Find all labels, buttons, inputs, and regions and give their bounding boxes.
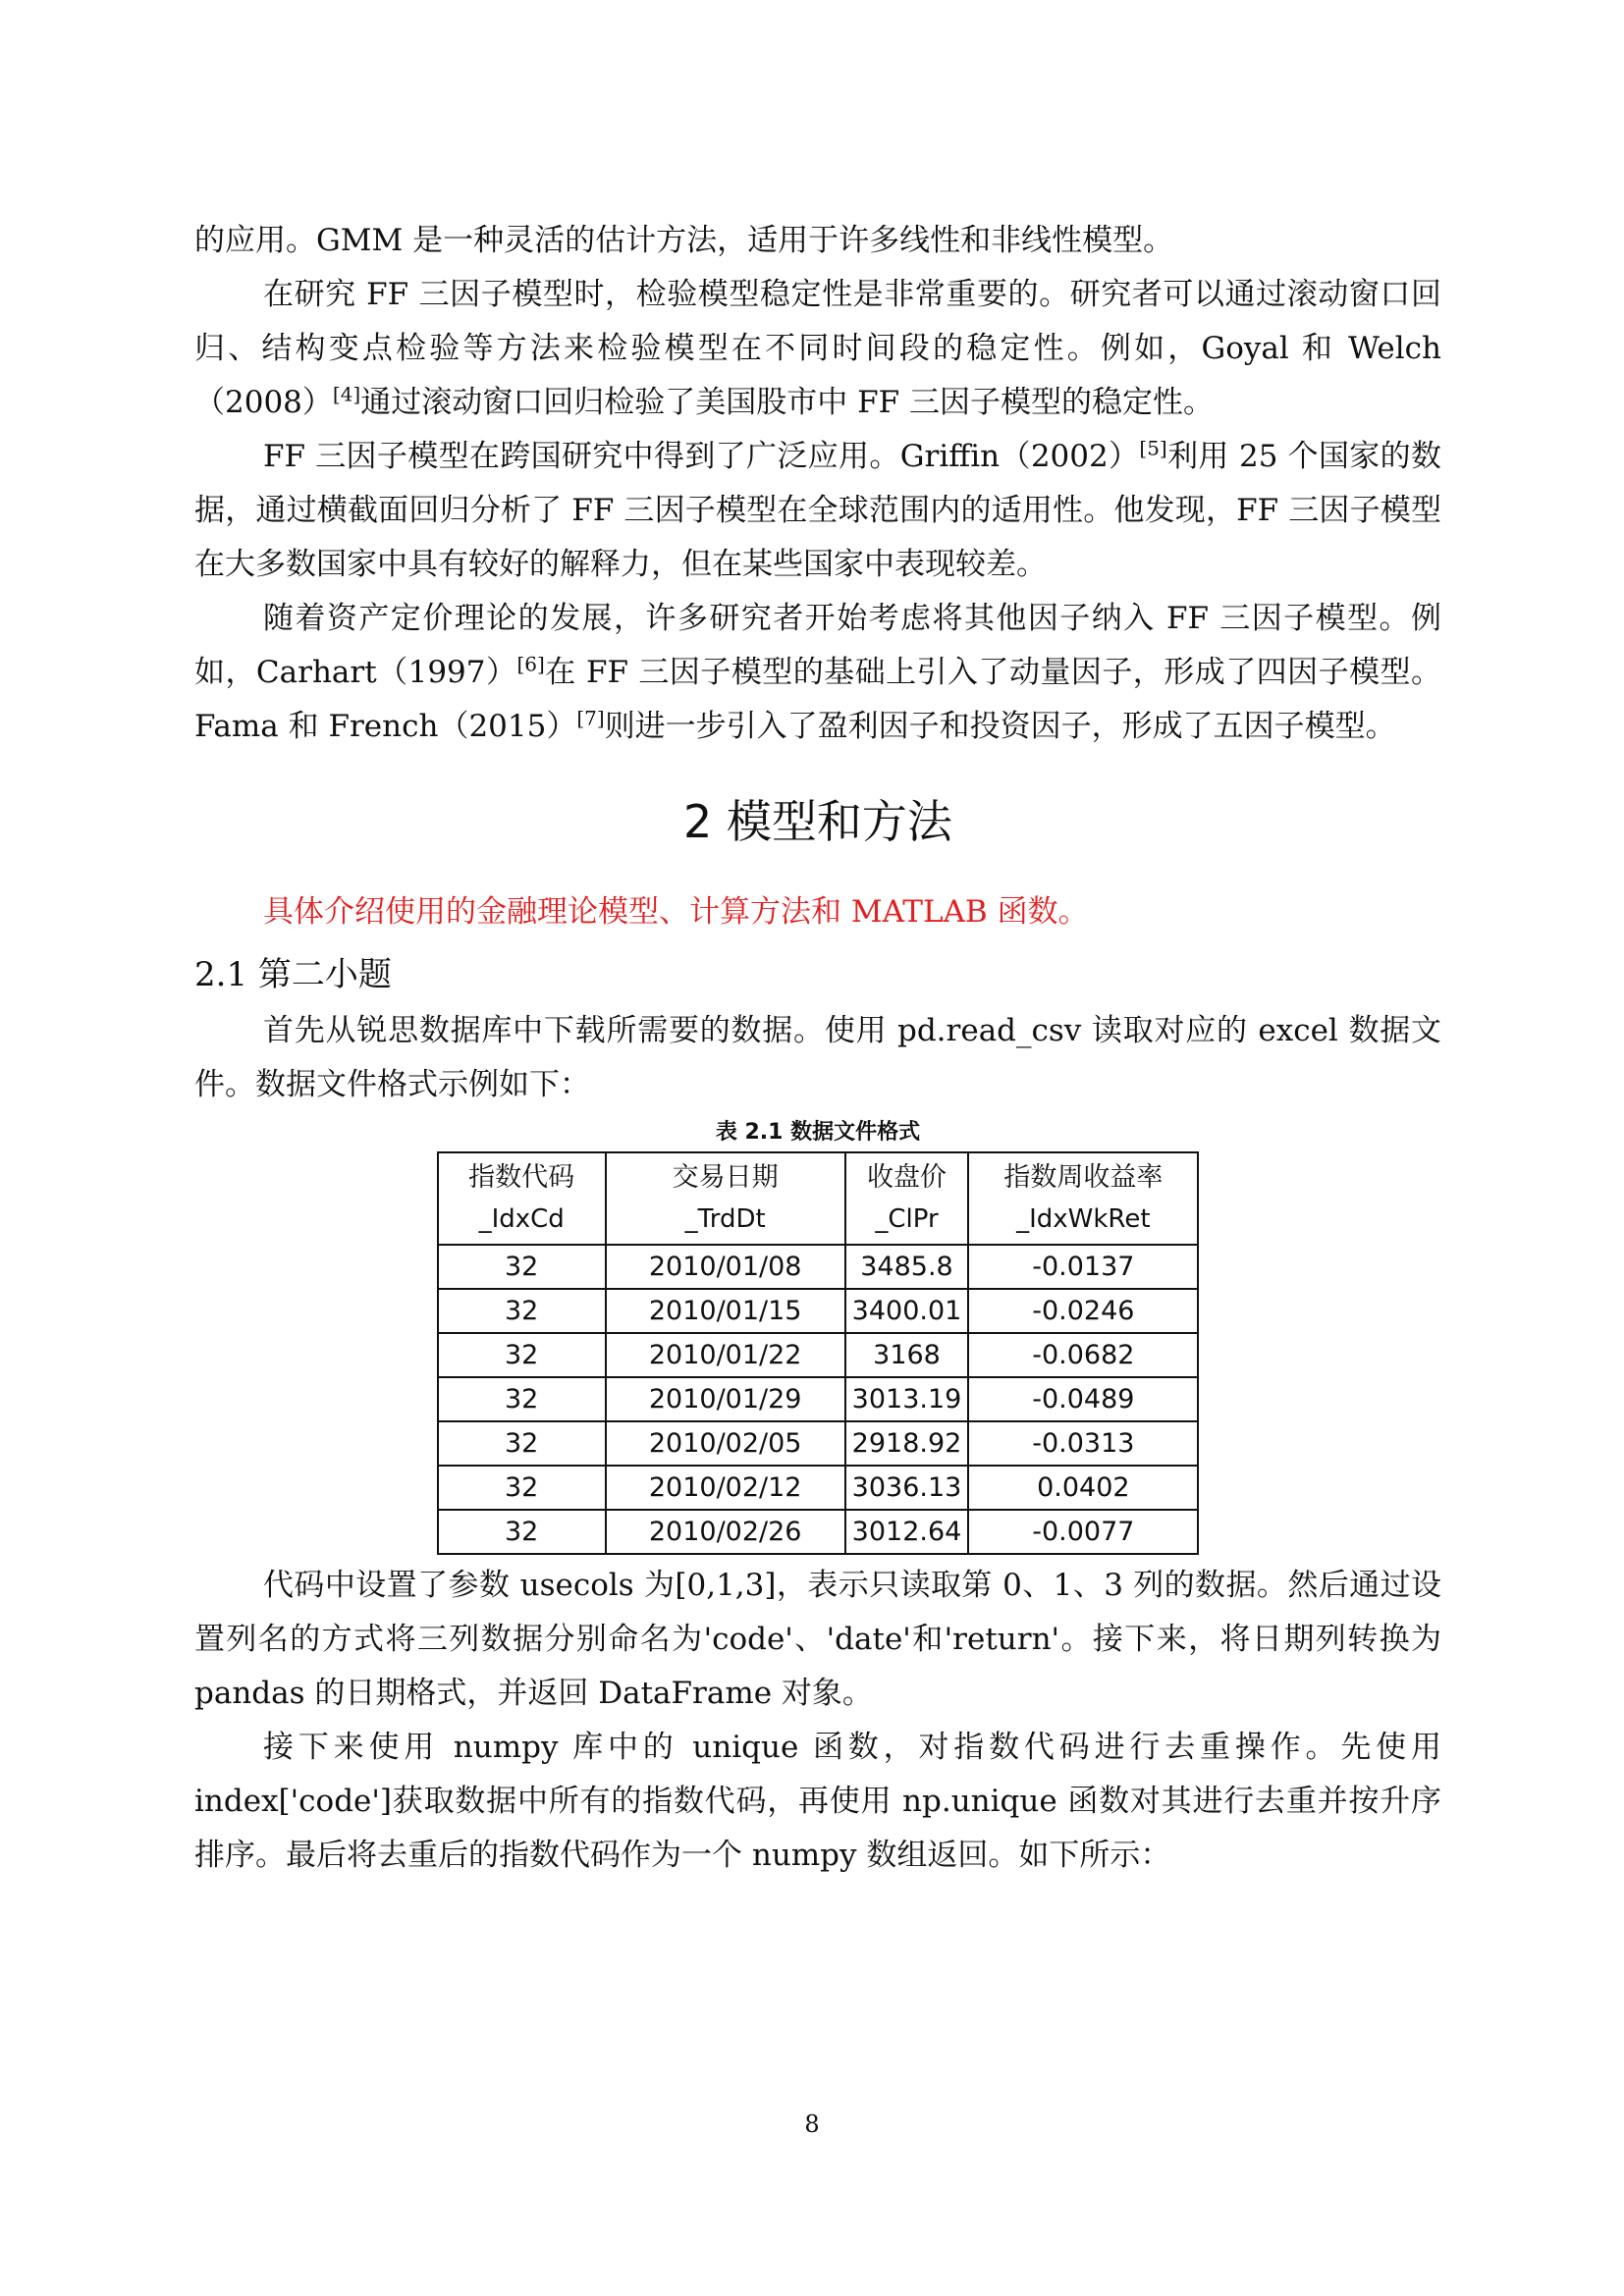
header-index-code: 指数代码 _IdxCd [438,1152,606,1245]
page-content [194,214,1441,1883]
table-header-row [438,1152,1199,1245]
chapter-note: 具体介绍使用的金融理论模型、计算方法和 MATLAB 函数。 [263,894,1089,930]
table-row: 32 2010/01/22 3168 -0.0682 [438,1333,1199,1377]
table-row: 32 2010/02/12 3036.13 0.0402 [438,1466,1199,1510]
data-format-table [437,1151,1200,1555]
citation-4: [4] [332,382,361,406]
header-weekly-return: 指数周收益率 _IdxWkRet [968,1152,1198,1245]
paragraph-continuation: 的应用。GMM 是一种灵活的估计方法，适用于许多线性和非线性模型。 [194,223,1174,258]
page-number: 8 [804,2110,820,2138]
chapter-title: 2 模型和方法 [683,795,952,848]
header-close-price: 收盘价 _ClPr [845,1152,969,1245]
table-caption: 表 2.1 数据文件格式 [715,1120,921,1145]
citation-5: [5] [1139,436,1167,460]
header-trade-date: 交易日期 _TrdDt [606,1152,845,1245]
section-title: 2.1 第二小题 [194,955,392,994]
paragraph-usecols: 代码中设置了参数 usecols 为[0,1,3]，表示只读取第 0、1、3 列的数据。然后通过设置列名的方式将三列数据分别命名为'code'、'date'和'return'。接下来，将日期列转换为 pandas 的日期格式，并返回 DataFrame 对象。 [194,1568,1441,1711]
paragraph-extensions: 随着资产定价理论的发展，许多研究者开始考虑将其他因子纳入 FF 三因子模型。例如，Carhart（1997）[6]在 FF 三因子模型的基础上引入了动量因子，形成了四因子模型。Fama 和 French（2015）[7]则进一步引入了盈利因子和投资因子，形成了五因子模型。 [194,601,1441,744]
table-row: 32 2010/01/08 3485.8 -0.0137 [438,1245,1199,1289]
paragraph-unique: 接下来使用 numpy 库中的 unique 函数，对指数代码进行去重操作。先使用 index['code']获取数据中所有的指数代码，再使用 np.unique 函数对其进行去重并按升序排序。最后将去重后的指数代码作为一个 numpy 数组返回。如下所示： [194,1730,1441,1873]
table-row: 32 2010/01/29 3013.19 -0.0489 [438,1377,1199,1421]
citation-6: [6] [516,652,545,676]
citation-7: [7] [576,706,605,730]
paragraph-stability: 在研究 FF 三因子模型时，检验模型稳定性是非常重要的。研究者可以通过滚动窗口回归、结构变点检验等方法来检验模型在不同时间段的稳定性。例如，Goyal 和 Welch（2008）[4]通过滚动窗口回归检验了美国股市中 FF 三因子模型的稳定性。 [194,277,1441,420]
paragraph-crosscountry: FF 三因子模型在跨国研究中得到了广泛应用。Griffin（2002）[5]利用 25 个国家的数据，通过横截面回归分析了 FF 三因子模型在全球范围内的适用性。他发现，FF 三因子模型在大多数国家中具有较好的解释力，但在某些国家中表现较差。 [194,436,1441,582]
paragraph-data-intro: 首先从锐思数据库中下载所需要的数据。使用 pd.read_csv 读取对应的 excel 数据文件。数据文件格式示例如下： [194,1013,1441,1102]
table-row: 32 2010/02/26 3012.64 -0.0077 [438,1510,1199,1554]
table-row: 32 2010/02/05 2918.92 -0.0313 [438,1421,1199,1466]
table-row: 32 2010/01/15 3400.01 -0.0246 [438,1289,1199,1333]
